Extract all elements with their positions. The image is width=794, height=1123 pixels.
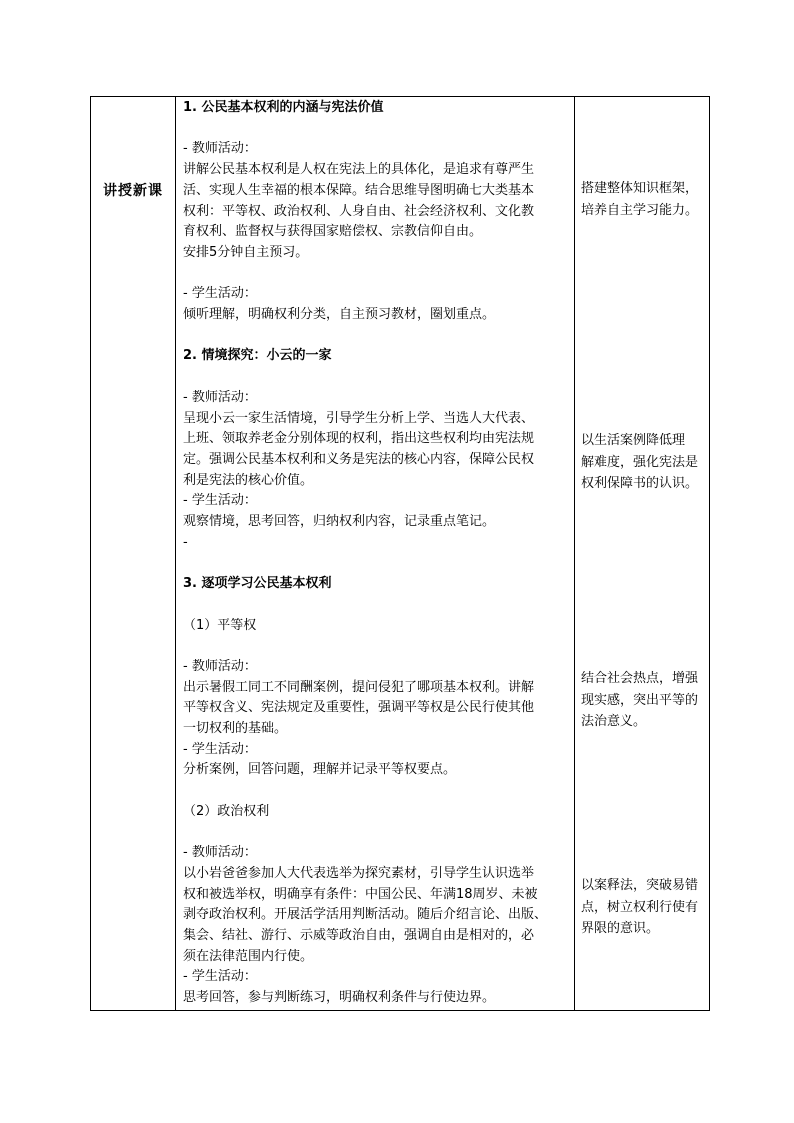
content-line: 分析案例，回答问题，理解并记录平等权要点。: [183, 762, 457, 778]
content-line: 平等权含义、宪法规定及重要性，强调平等权是公民行使其他: [183, 700, 535, 716]
design-intent-line: 结合社会热点，增强: [581, 671, 699, 686]
lesson-plan-table: [90, 96, 710, 1011]
content-line: - 教师活动：: [183, 389, 257, 405]
content-line: 呈现小云一家生活情境，引导学生分析上学、当选人大代表、: [183, 410, 535, 426]
content-line: - 学生活动：: [183, 741, 257, 757]
design-intent-cell: [575, 97, 710, 1011]
content-line: 以小岩爸爸参加人大代表选举为探究素材，引导学生认识选举: [183, 865, 535, 881]
content-line: - 学生活动：: [183, 286, 257, 302]
content-line: 思考回答，参与判断练习，明确权利条件与行使边界。: [183, 990, 496, 1006]
design-intent-line: 培养自主学习能力。: [581, 202, 699, 218]
design-intent-line: 搭建整体知识框架，: [581, 181, 699, 196]
content-line: 观察情境，思考回答，归纳权利内容，记录重点笔记。: [183, 514, 496, 529]
stage-label: 讲授新课: [103, 183, 163, 199]
content-line: 倾听理解，明确权利分类，自主预习教材，圈划重点。: [183, 307, 496, 322]
design-intent-line: 以生活案例降低理: [581, 433, 686, 448]
design-intent-line: 解难度，强化宪法是: [581, 454, 699, 470]
design-intent-line: 法治意义。: [581, 714, 647, 729]
content-line: 上班、领取养老金分别体现的权利，指出这些权利均由宪法规: [183, 431, 535, 447]
content-line: 安排5分钟自主预习。: [183, 244, 309, 260]
section-heading: 3. 逐项学习公民基本权利: [183, 576, 332, 592]
content-line: 定。强调公民基本权利和义务是宪法的核心内容，保障公民权: [183, 451, 535, 467]
design-intent-line: 以案释法，突破易错: [581, 878, 699, 893]
content-line: 权和被选举权，明确享有条件：中国公民、年满18周岁、未被: [183, 886, 538, 902]
content-line: - 学生活动：: [183, 493, 257, 509]
content-line: （2）政治权利: [183, 803, 270, 819]
design-intent-line: 现实感，突出平等的: [581, 692, 699, 708]
section-heading: 1. 公民基本权利的内涵与宪法价值: [183, 100, 384, 115]
content-line: （1）平等权: [183, 617, 257, 633]
design-intent-line: 点，树立权利行使有: [581, 899, 699, 915]
content-line: 活、实现人生幸福的根本保障。结合思维导图明确七大类基本: [183, 182, 535, 198]
content-line: 育权利、监督权与获得国家赔偿权、宗教信仰自由。: [183, 224, 483, 240]
content-line: - 学生活动：: [183, 969, 257, 985]
content-line: - 教师活动：: [183, 658, 257, 674]
content-line: 须在法律范围内行使。: [183, 948, 314, 964]
content-line: 剥夺政治权利。开展活学活用判断活动。随后介绍言论、出版、: [183, 907, 548, 923]
content-line: 一切权利的基础。: [183, 721, 288, 736]
content-line: -: [183, 534, 188, 550]
content-line: - 教师活动：: [183, 845, 257, 861]
teaching-process-cell: [176, 97, 575, 1011]
content-line: 利是宪法的核心价值。: [183, 472, 314, 488]
content-line: - 教师活动：: [183, 141, 257, 157]
section-heading: 2. 情境探究：小云的一家: [183, 348, 332, 364]
design-intent-line: 界限的意识。: [581, 921, 660, 936]
stage-label-cell: [91, 97, 176, 1011]
content-line: 出示暑假工同工不同酬案例，提问侵犯了哪项基本权利。讲解: [183, 679, 535, 695]
content-line: 权利：平等权、政治权利、人身自由、社会经济权利、文化教: [183, 203, 535, 219]
design-intent-line: 权利保障书的认识。: [581, 476, 699, 491]
content-line: 讲解公民基本权利是人权在宪法上的具体化，是追求有尊严生: [183, 162, 535, 178]
content-line: 集会、结社、游行、示威等政治自由，强调自由是相对的，必: [183, 928, 535, 943]
